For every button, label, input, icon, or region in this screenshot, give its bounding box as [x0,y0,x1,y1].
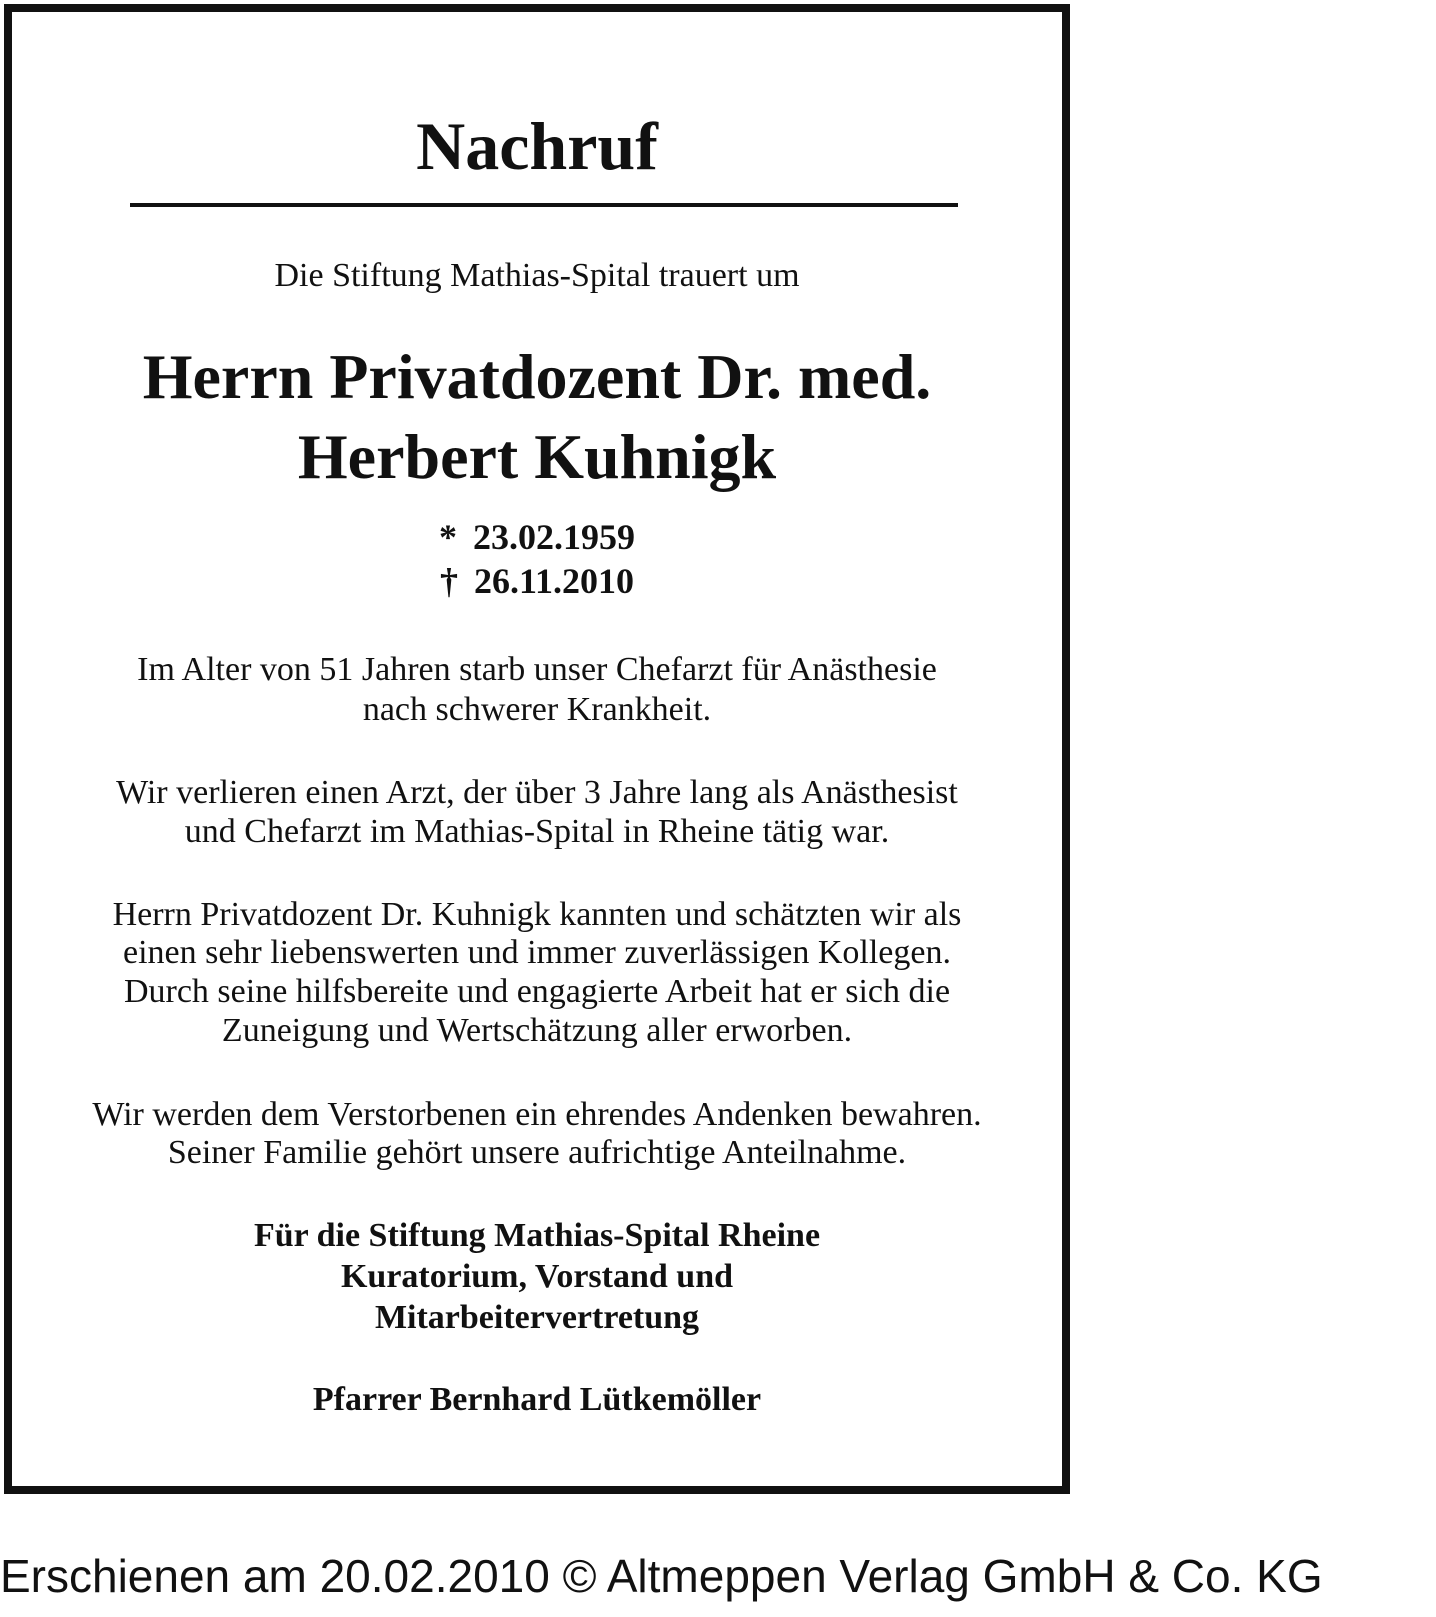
death-date-line [12,563,1062,599]
paragraph-1-line-2: nach schwerer Krankheit. [362,691,712,728]
paragraph-3-line-1: Herrn Privatdozent Dr. Kuhnigk kannten und schätzten wir als [112,896,962,933]
deceased-name-line-1: Herrn Privatdozent Dr. med. [142,341,932,412]
notice-title: Nachruf [416,108,658,184]
paragraph-4-line-2: Seiner Familie gehört unsere aufrichtige Anteilnahme. [167,1134,907,1171]
pastor-signature: Pfarrer Bernhard Lütkemöller [312,1381,762,1418]
paragraph-4-line-1: Wir werden dem Verstorbenen ein ehrendes Andenken bewahren. [92,1096,982,1133]
publication-footer: Erschienen am 20.02.2010 © Altmeppen Verlag GmbH & Co. KG [0,1550,1323,1602]
signature-line-1: Für die Stiftung Mathias-Spital Rheine [253,1217,821,1254]
obituary-notice [4,4,1070,1494]
birth-star-icon: * [439,517,457,557]
paragraph-3-line-3: Durch seine hilfsbereite und engagierte Arbeit hat er sich die [123,973,951,1010]
paragraph-3-line-4: Zuneigung und Wertschätzung aller erworben. [221,1012,853,1049]
intro-line: Die Stiftung Mathias-Spital trauert um [274,257,800,294]
death-date: 26.11.2010 [473,561,634,601]
paragraph-2-line-2: und Chefarzt im Mathias-Spital in Rheine tätig war. [184,813,890,850]
title-divider [130,203,958,207]
paragraph-1-line-1: Im Alter von 51 Jahren starb unser Chefarzt für Anästhesie [137,651,937,688]
birth-date-line [12,519,1062,555]
paragraph-2-line-1: Wir verlieren einen Arzt, der über 3 Jahre lang als Anästhesist [116,774,958,811]
signature-line-3: Mitarbeitervertretung [374,1299,700,1336]
paragraph-3-line-2: einen sehr liebenswerten und immer zuverlässigen Kollegen. [122,934,951,971]
signature-line-2: Kuratorium, Vorstand und [340,1258,734,1295]
deceased-name-line-2: Herbert Kuhnigk [297,421,777,492]
death-cross-icon: † [439,561,458,601]
birth-date: 23.02.1959 [473,517,635,557]
